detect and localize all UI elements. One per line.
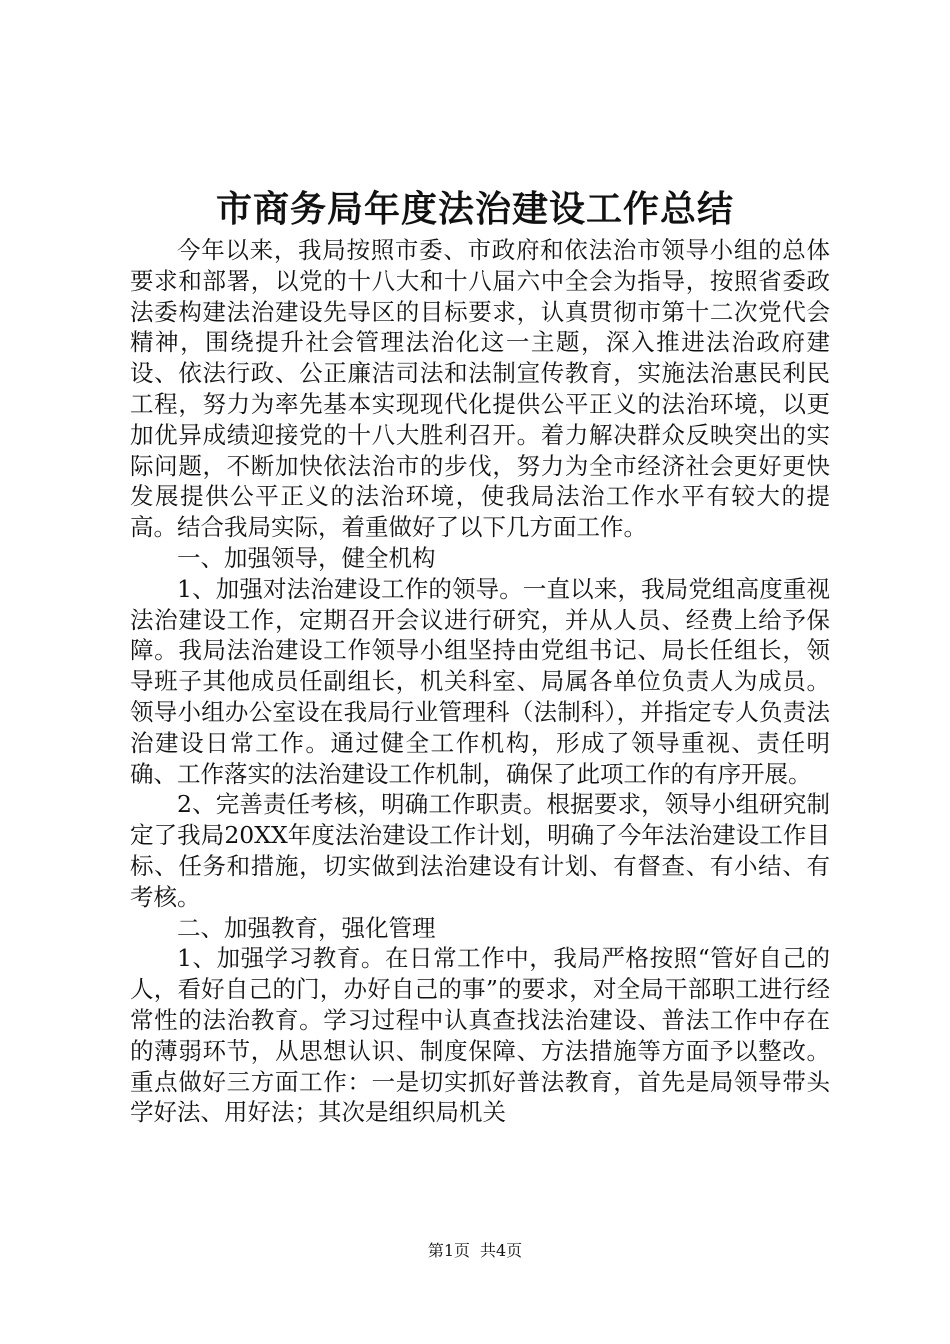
section-heading-2: 二、加强教育，强化管理 xyxy=(177,913,436,942)
document-body xyxy=(130,235,830,1128)
paragraph-1-2: 2、完善责任考核，明确工作职责。根据要求，领导小组研究制定了我局20XX年度法治建设工作计划，明确了今年法治建设工作目标、任务和措施，切实做到法治建设有计划、有督查、有小结、有考核。 xyxy=(130,790,830,911)
page-total: 共4页 xyxy=(480,1241,523,1260)
page-footer xyxy=(0,1240,950,1262)
paragraph-2-1: 1、加强学习教育。在日常工作中，我局严格按照“管好自己的人，看好自己的门，办好自己的事”的要求，对全局干部职工进行经常性的法治教育。学习过程中认真查找法治建设、普法工作中存在的薄弱环节，从思想认识、制度保障、方法措施等方面予以整改。重点做好三方面工作：一是切实抓好普法教育，首先是局领导带头学好法、用好法；其次是组织局机关 xyxy=(130,944,830,1127)
page-number: 第1页 xyxy=(427,1241,470,1260)
section-heading-1: 一、加强领导，健全机构 xyxy=(177,543,436,572)
document-title: 市商务局年度法治建设工作总结 xyxy=(215,188,734,230)
paragraph-1-1: 1、加强对法治建设工作的领导。一直以来，我局党组高度重视法治建设工作，定期召开会议进行研究，并从人员、经费上给予保障。我局法治建设工作领导小组坚持由党组书记、局长任组长，领导班子其他成员任副组长，机关科室、局属各单位负责人为成员。领导小组办公室设在我局行业管理科（法制科），并指定专人负责法治建设日常工作。通过健全工作机构，形成了领导重视、责任明确、工作落实的法治建设工作机制，确保了此项工作的有序开展。 xyxy=(130,574,830,788)
paragraph-intro: 今年以来，我局按照市委、市政府和依法治市领导小组的总体要求和部署，以党的十八大和十八届六中全会为指导，按照省委政法委构建法治建设先导区的目标要求，认真贯彻市第十二次党代会精神，围绕提升社会管理法治化这一主题，深入推进法治政府建设、依法行政、公正廉洁司法和法制宣传教育，实施法治惠民利民工程，努力为率先基本实现现代化提供公平正义的法治环境，以更加优异成绩迎接党的十八大胜利召开。着力解决群众反映突出的实际问题，不断加快依法治市的步伐，努力为全市经济社会更好更快发展提供公平正义的法治环境，使我局法治工作水平有较大的提高。结合我局实际，着重做好了以下几方面工作。 xyxy=(130,236,830,542)
